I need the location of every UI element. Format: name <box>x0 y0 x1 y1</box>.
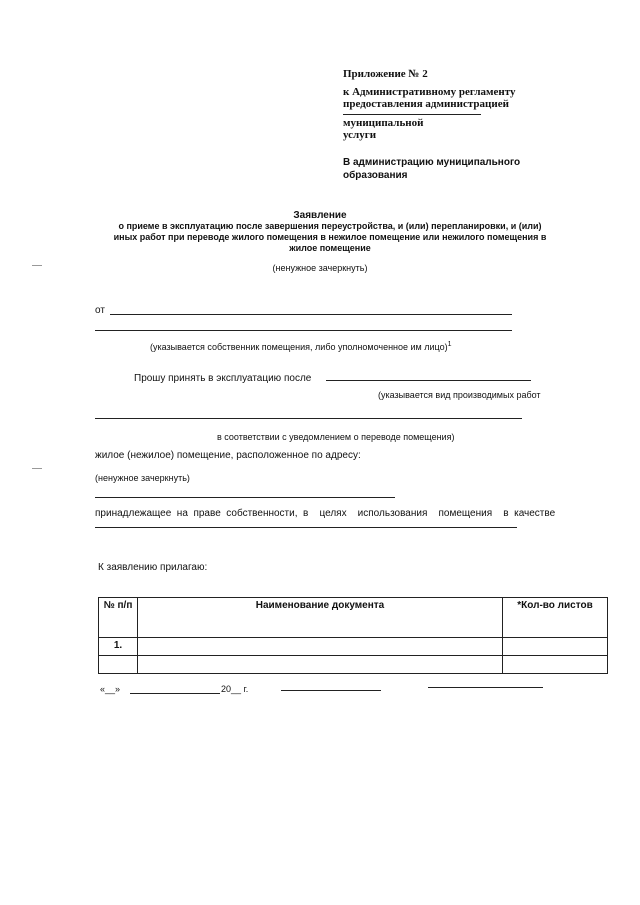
column-header-document-name: Наименование документа <box>138 598 503 638</box>
from-label: от <box>95 305 105 316</box>
attach-label: К заявлению прилагаю: <box>98 562 208 573</box>
column-header-sheets: *Кол-во листов <box>503 598 608 638</box>
name-line[interactable] <box>428 687 543 688</box>
date-month-line[interactable] <box>130 693 220 694</box>
table-cell[interactable] <box>138 638 503 656</box>
request-label: Прошу принять в эксплуатацию после <box>134 373 312 384</box>
table-cell[interactable] <box>503 638 608 656</box>
from-field-line[interactable] <box>110 314 512 315</box>
regulation-line-1: к Административному регламенту <box>343 86 516 98</box>
works-note: (указывается вид производимых работ <box>378 390 541 400</box>
date-day: «__» <box>100 684 121 694</box>
strike-note: (ненужное зачеркнуть) <box>272 263 368 273</box>
works-field-line[interactable] <box>326 380 531 381</box>
accordance-note: в соответствии с уведомлением о переводе помещения) <box>217 432 455 442</box>
margin-mark <box>32 265 42 266</box>
premises-line: жилое (нежилое) помещение, расположенное по адресу: <box>95 450 361 461</box>
table-header-row <box>99 598 608 638</box>
table-cell[interactable]: 1. <box>99 638 138 656</box>
owner-footnote: 1 <box>447 341 452 348</box>
table-cell[interactable] <box>503 656 608 674</box>
appendix-number: Приложение № 2 <box>343 68 428 80</box>
table-cell[interactable] <box>99 656 138 674</box>
address-field-line[interactable] <box>95 497 395 498</box>
document-title: Заявление <box>293 210 347 221</box>
owner-note: (указывается собственник помещения, либо уполномоченное им лицо)$^1$ <box>150 341 452 352</box>
title-line-2: иных работ при переводе жилого помещения в нежилое помещение или нежилого помещения в <box>113 232 547 242</box>
recipient-line-2: образования <box>343 170 408 181</box>
date-year: 20__ г. <box>221 684 249 694</box>
column-header-number: № п/п <box>99 598 138 638</box>
title-line-3: жилое помещение <box>289 243 371 253</box>
service-word: услуги <box>343 129 377 141</box>
ownership-line: принадлежащее на праве собственности, в целях использования помещения в качестве <box>95 508 556 519</box>
table-row <box>99 656 608 674</box>
table-cell[interactable] <box>138 656 503 674</box>
recipient-line-1: В администрацию муниципального <box>343 157 521 168</box>
works-field-line-2[interactable] <box>95 418 522 419</box>
from-field-line-2[interactable] <box>95 330 512 331</box>
regulation-underline <box>343 114 481 115</box>
title-line-1: о приеме в эксплуатацию после завершения переустройства, и (или) перепланировки, и (или) <box>118 221 542 231</box>
table-row <box>99 638 608 656</box>
regulation-line-2: предоставления администрацией <box>343 98 509 110</box>
documents-table <box>98 597 608 674</box>
strike-note-2: (ненужное зачеркнуть) <box>95 473 190 483</box>
signature-line[interactable] <box>281 690 381 691</box>
municipal-word: муниципальной <box>343 117 424 129</box>
purpose-field-line[interactable] <box>95 527 517 528</box>
margin-mark <box>32 468 42 469</box>
